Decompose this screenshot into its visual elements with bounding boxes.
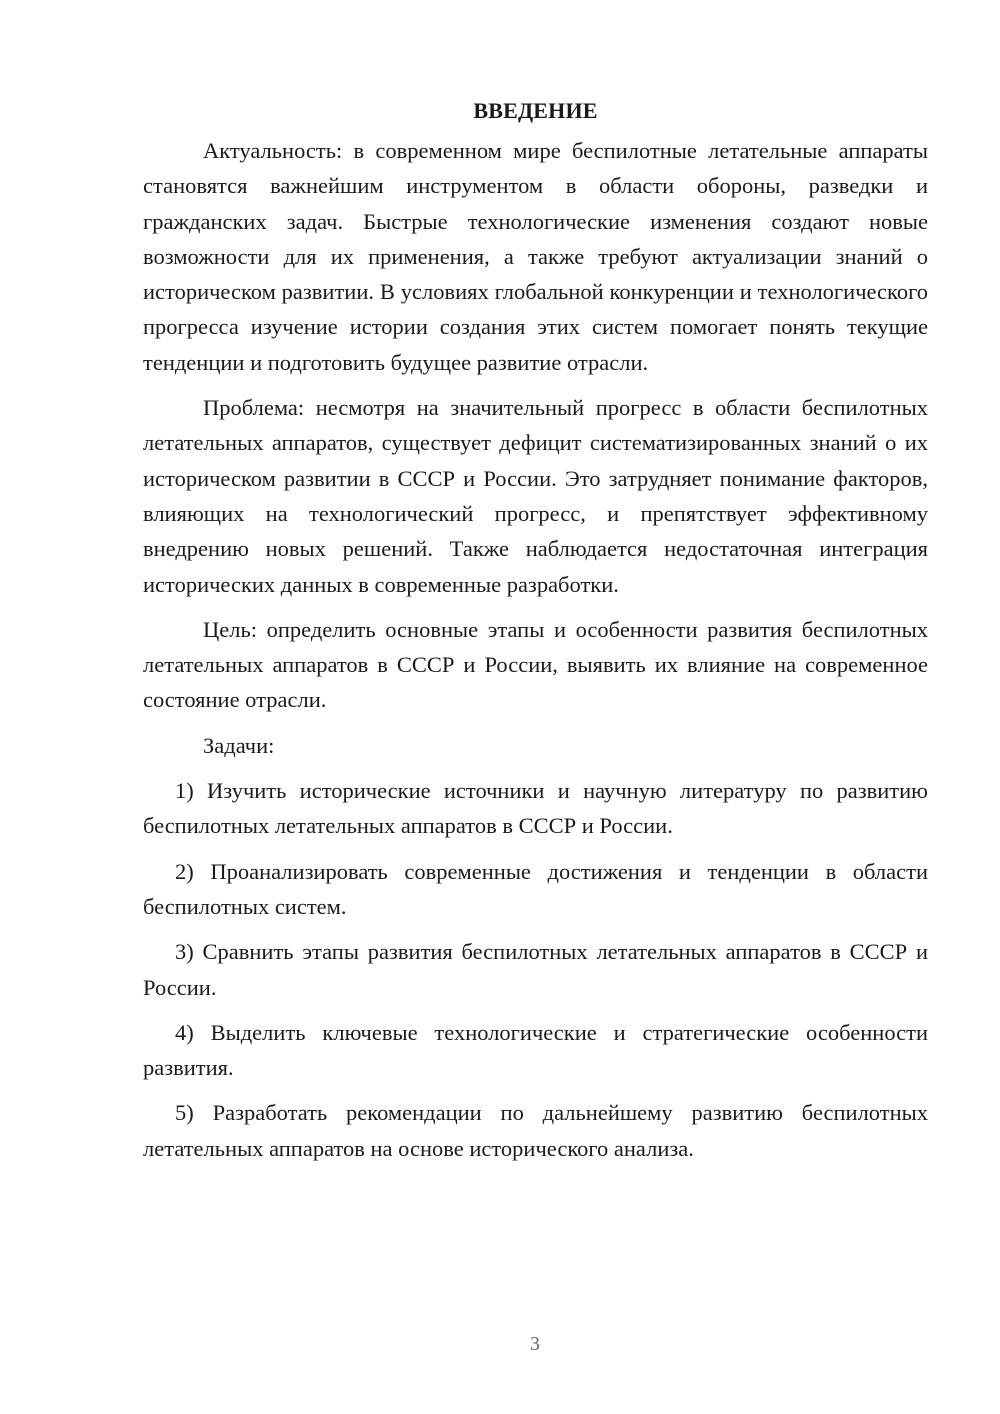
task-item-2: 2) Проанализировать современные достижения и тенденции в области беспилотных систем. — [143, 858, 928, 919]
task-item-3: 3) Сравнить этапы развития беспилотных летательных аппаратов в СССР и России. — [143, 939, 928, 1000]
section-title: ВВЕДЕНИЕ — [473, 98, 598, 123]
page-number: 3 — [530, 1333, 540, 1355]
page-content — [143, 93, 928, 1176]
task-item-4: 4) Выделить ключевые технологические и стратегические особенности развития. — [143, 1019, 928, 1081]
paragraph-relevance: Актуальность: в современном мире беспилотные летательные аппараты становятся важнейшим инструментом в области обороны, разведки и гражданских задач. Быстрые технологические изменения создают новые возможности для их применения, а также требуют актуализации знаний о историческом развитии. В условиях глобальной конкуренции и технологического прогресса изучение истории создания этих систем помогает понять текущие тенденции и подготовить будущее развитие отрасли. — [143, 138, 928, 375]
task-item-5: 5) Разработать рекомендации по дальнейшему развитию беспилотных летательных аппаратов на основе исторического анализа. — [143, 1100, 928, 1161]
paragraph-goal: Цель: определить основные этапы и особенности развития беспилотных летательных аппаратов в СССР и России, выявить их влияние на современное состояние отрасли. — [143, 616, 928, 713]
task-item-1: 1) Изучить исторические источники и научную литературу по развитию беспилотных летательных аппаратов в СССР и России. — [143, 778, 928, 839]
tasks-label: Задачи: — [203, 732, 275, 758]
paragraph-problem: Проблема: несмотря на значительный прогресс в области беспилотных летательных аппаратов, существует дефицит систематизированных знаний о их историческом развитии в СССР и России. Это затрудняет понимание факторов, влияющих на технологический прогресс, и препятствует эффективному внедрению новых решений. Также наблюдается недостаточная интеграция исторических данных в современные разработки. — [143, 395, 928, 597]
